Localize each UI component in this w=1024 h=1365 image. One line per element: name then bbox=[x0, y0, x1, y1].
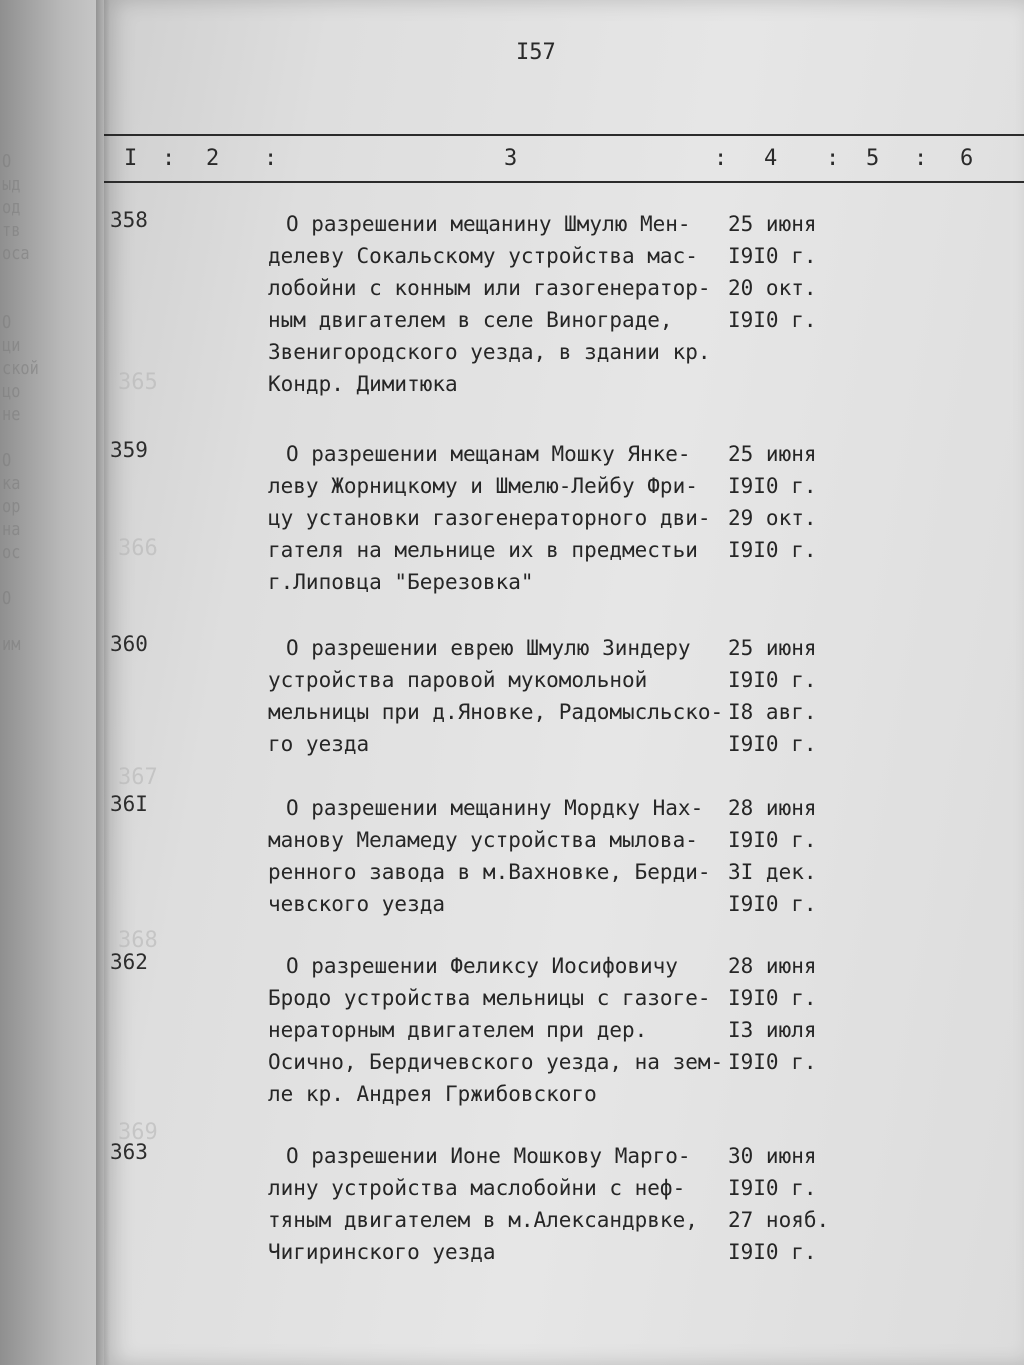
header-col-6: 6 bbox=[960, 146, 974, 171]
description-line: Звенигородского уезда, в здании кр. bbox=[268, 340, 711, 364]
description-line: тяным двигателем в м.Александрвке, bbox=[268, 1208, 698, 1232]
description-line: ренного завода в м.Вахновке, Берди- bbox=[268, 860, 711, 884]
date-line: I8 авг. bbox=[728, 700, 817, 724]
description-line: О разрешении мещанину Мордку Нах- bbox=[286, 796, 704, 820]
description-line: леву Жорницкому и Шмелю-Лейбу Фри- bbox=[268, 474, 698, 498]
header-col-3: 3 bbox=[504, 146, 518, 171]
facing-page bbox=[0, 0, 104, 1365]
date-line: 29 окт. bbox=[728, 506, 817, 530]
date-line: 25 июня bbox=[728, 636, 817, 660]
record-description bbox=[268, 792, 748, 920]
description-line: го уезда bbox=[268, 732, 370, 756]
description-line: О разрешении мещанину Шмулю Мен- bbox=[286, 212, 691, 236]
date-line: 30 июня bbox=[728, 1144, 817, 1168]
description-line: ле кр. Андрея Гржибовского bbox=[268, 1082, 597, 1106]
reverse-side-bleed: 365 bbox=[118, 370, 158, 395]
date-line: 25 июня bbox=[728, 442, 817, 466]
table-header-top-rule bbox=[104, 134, 1024, 136]
description-line: О разрешении мещанам Мошку Янке- bbox=[286, 442, 691, 466]
description-line: чевского уезда bbox=[268, 892, 446, 916]
record-number: 360 bbox=[110, 632, 148, 656]
date-line: 28 июня bbox=[728, 796, 817, 820]
description-line: О разрешении еврею Шмулю Зиндеру bbox=[286, 636, 691, 660]
description-line: Осично, Бердичевского уезда, на зем- bbox=[268, 1050, 724, 1074]
document-page bbox=[104, 0, 1024, 1365]
header-separator: : bbox=[714, 146, 728, 171]
date-line: 25 июня bbox=[728, 212, 817, 236]
date-line: I9I0 г. bbox=[728, 1240, 817, 1264]
date-line: I9I0 г. bbox=[728, 892, 817, 916]
page-number: I57 bbox=[516, 40, 556, 65]
record-dates bbox=[728, 208, 838, 336]
description-line: Кондр. Димитюка bbox=[268, 372, 458, 396]
record-number: 363 bbox=[110, 1140, 148, 1164]
reverse-side-bleed: 368 bbox=[118, 928, 158, 953]
description-line: цу установки газогенераторного дви- bbox=[268, 506, 711, 530]
date-line: 28 июня bbox=[728, 954, 817, 978]
header-separator: : bbox=[162, 146, 176, 171]
record-dates bbox=[728, 632, 838, 760]
description-line: гателя на мельнице их в предместьи bbox=[268, 538, 698, 562]
record-description bbox=[268, 438, 748, 598]
description-line: устройства паровой мукомольной bbox=[268, 668, 648, 692]
record-description bbox=[268, 950, 748, 1110]
record-dates bbox=[728, 438, 838, 566]
description-line: Чигиринского уезда bbox=[268, 1240, 496, 1264]
header-separator: : bbox=[914, 146, 928, 171]
description-line: нераторным двигателем при дер. bbox=[268, 1018, 648, 1042]
reverse-side-bleed: 367 bbox=[118, 765, 158, 790]
date-line: I9I0 г. bbox=[728, 1050, 817, 1074]
date-line: I9I0 г. bbox=[728, 986, 817, 1010]
header-col-2: 2 bbox=[206, 146, 220, 171]
date-line: 3I дек. bbox=[728, 860, 817, 884]
reverse-side-bleed: 366 bbox=[118, 536, 158, 561]
record-number: 359 bbox=[110, 438, 148, 462]
record-number: 362 bbox=[110, 950, 148, 974]
date-line: I9I0 г. bbox=[728, 308, 817, 332]
description-line: лину устройства маслобойни с неф- bbox=[268, 1176, 686, 1200]
date-line: I9I0 г. bbox=[728, 1176, 817, 1200]
date-line: 20 окт. bbox=[728, 276, 817, 300]
header-separator: : bbox=[264, 146, 278, 171]
description-line: лобойни с конным или газогенератор- bbox=[268, 276, 711, 300]
description-line: О разрешении Феликсу Иосифовичу bbox=[286, 954, 678, 978]
facing-page-bleed: О ыд од тв оса О ци ской цо не О ка ор на ос О им bbox=[2, 151, 39, 655]
table-header-bottom-rule bbox=[104, 181, 1024, 183]
description-line: ным двигателем в селе Винограде, bbox=[268, 308, 673, 332]
header-col-1: I bbox=[124, 146, 138, 171]
description-line: мельницы при д.Яновке, Радомысльско- bbox=[268, 700, 724, 724]
description-line: О разрешении Ионе Мошкову Марго- bbox=[286, 1144, 691, 1168]
description-line: Бродо устройства мельницы с газоге- bbox=[268, 986, 711, 1010]
date-line: I9I0 г. bbox=[728, 244, 817, 268]
record-description bbox=[268, 632, 748, 760]
date-line: I9I0 г. bbox=[728, 732, 817, 756]
description-line: делеву Сокальскому устройства мас- bbox=[268, 244, 698, 268]
record-dates bbox=[728, 950, 838, 1078]
header-col-4: 4 bbox=[764, 146, 778, 171]
header-col-5: 5 bbox=[866, 146, 880, 171]
date-line: I9I0 г. bbox=[728, 538, 817, 562]
record-number: 358 bbox=[110, 208, 148, 232]
date-line: I9I0 г. bbox=[728, 474, 817, 498]
date-line: I9I0 г. bbox=[728, 668, 817, 692]
record-dates bbox=[728, 1140, 838, 1268]
record-number: 36I bbox=[110, 792, 148, 816]
date-line: I9I0 г. bbox=[728, 828, 817, 852]
record-description bbox=[268, 208, 748, 400]
description-line: манову Меламеду устройства мылова- bbox=[268, 828, 698, 852]
date-line: I3 июля bbox=[728, 1018, 817, 1042]
reverse-side-bleed: 369 bbox=[118, 1120, 158, 1145]
book-spine-shadow bbox=[96, 0, 110, 1365]
record-dates bbox=[728, 792, 838, 920]
record-description bbox=[268, 1140, 748, 1268]
header-separator: : bbox=[826, 146, 840, 171]
date-line: 27 нояб. bbox=[728, 1208, 830, 1232]
description-line: г.Липовца "Березовка" bbox=[268, 570, 534, 594]
